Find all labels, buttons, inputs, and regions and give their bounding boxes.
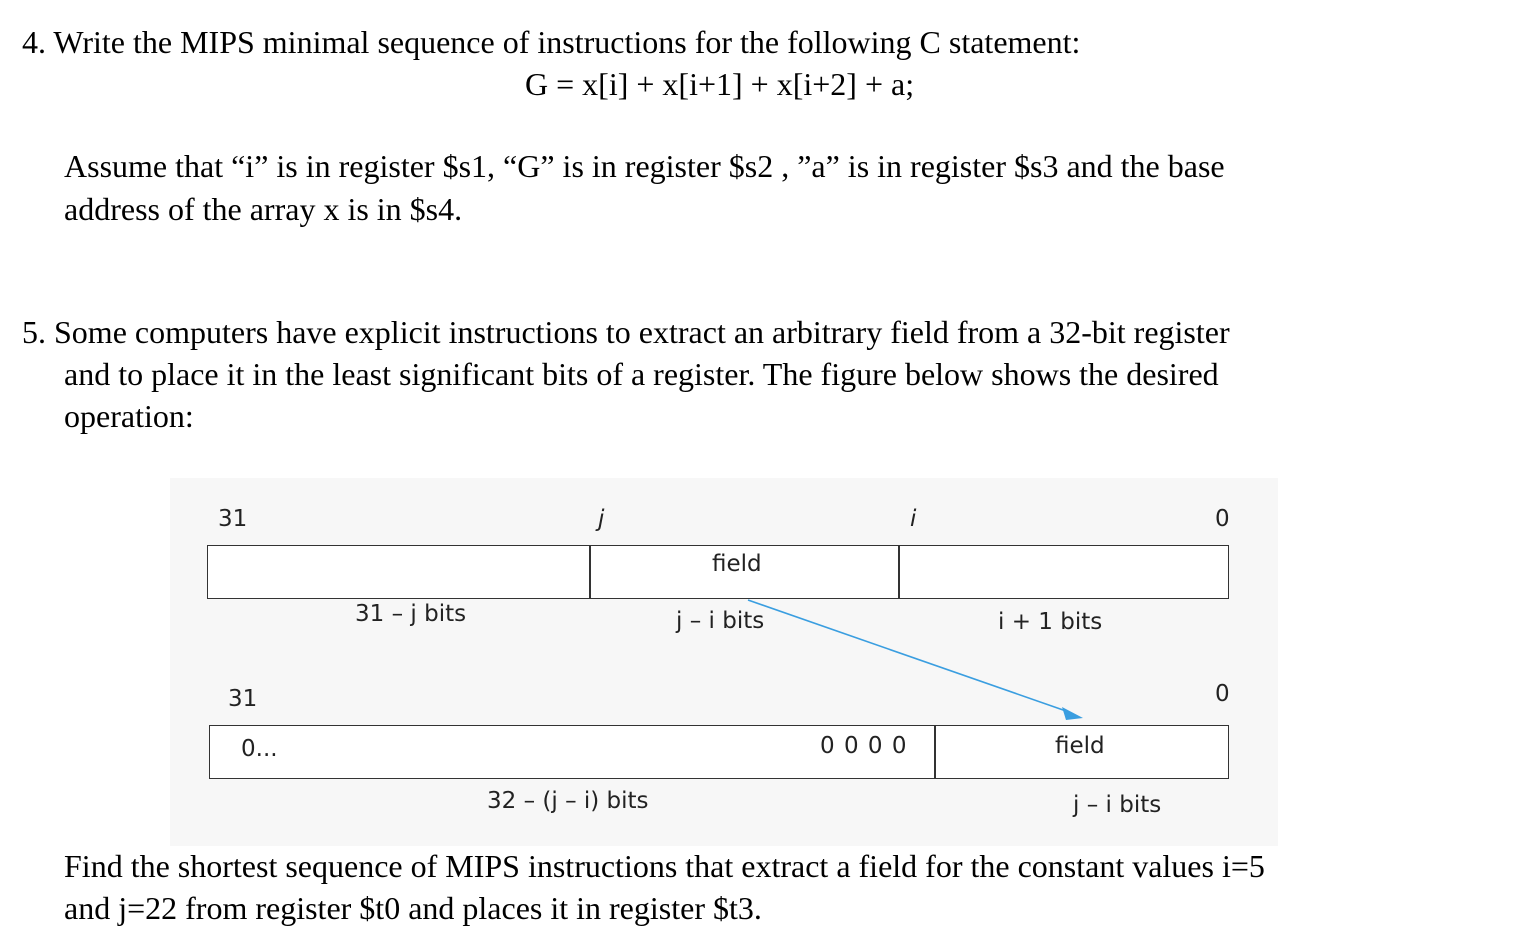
- source-mid-width-label: j – i bits: [676, 608, 765, 634]
- dest-zeros-left-label: 0...: [241, 736, 278, 762]
- q5-find-line1: Find the shortest sequence of MIPS instructions that extract a field for the constant values i=5: [64, 848, 1265, 884]
- bottom-bit31-label: 31: [228, 686, 258, 712]
- top-bit0-label: 0: [1215, 506, 1230, 532]
- q5-line1: 5. Some computers have explicit instructions to extract an arbitrary field from a 32-bit register: [22, 314, 1230, 350]
- top-bit-i-label: i: [910, 506, 917, 532]
- q5-line3: operation:: [64, 398, 194, 434]
- source-field-label: field: [712, 551, 762, 577]
- dest-left-width-label: 32 – (j – i) bits: [487, 788, 649, 814]
- q4-title: 4. Write the MIPS minimal sequence of instructions for the following C statement:: [22, 24, 1081, 60]
- dest-zeros-right-label: 0 0 0 0: [820, 733, 908, 759]
- dest-divider: [934, 725, 936, 779]
- q4-assume-line2: address of the array x is in $s4.: [64, 191, 463, 227]
- q4-equation: G = x[i] + x[i+1] + x[i+2] + a;: [525, 66, 915, 102]
- bottom-bit0-label: 0: [1215, 681, 1230, 707]
- q5-line2: and to place it in the least significant bits of a register. The figure below shows the desired: [64, 356, 1219, 392]
- q4-assume-line1: Assume that “i” is in register $s1, “G” is in register $s2 , ”a” is in register $s3 and the base: [64, 148, 1225, 184]
- dest-right-width-label: j – i bits: [1073, 792, 1162, 818]
- top-bit-j-label: j: [598, 506, 605, 532]
- top-bit31-label: 31: [218, 506, 248, 532]
- source-left-width-label: 31 – j bits: [355, 601, 467, 627]
- dest-field-label: field: [1055, 733, 1105, 759]
- source-right-width-label: i + 1 bits: [998, 609, 1103, 635]
- q5-find-line2: and j=22 from register $t0 and places it in register $t3.: [64, 890, 762, 926]
